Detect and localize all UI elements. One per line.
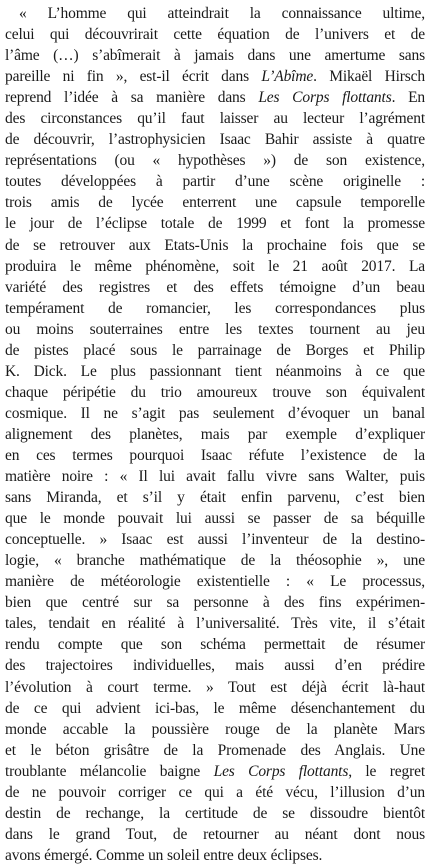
text-fragment: pareille ni fin », est-il écrit dans — [5, 68, 262, 86]
text-line: tales, tendait en réalité à l’universalité. Très vite, il s’était — [5, 615, 425, 633]
text-line: de pistes placé sous le parrainage de Borges et Philip — [5, 341, 425, 359]
text-line — [5, 87, 425, 108]
text-line: conceptuelle. » Isaac est aussi l’inventeur de la destino- — [5, 531, 425, 549]
text-fragment: troublante mélancolie baigne — [5, 762, 214, 780]
text-line: le jour de l’éclipse totale de 1999 et font la promesse — [5, 215, 425, 233]
text-line: cosmique. Il ne s’agit pas seulement d’évoquer un banal — [5, 404, 425, 422]
text-fragment: reprend l’idée à sa manière dans — [5, 89, 259, 107]
text-line: dans le grand Tout, de retourner au néant dont nous — [5, 825, 425, 843]
text-line: K. Dick. Le plus passionnant tient néanmoins à ce que — [5, 362, 425, 380]
text-line: de découvrir, l’astrophysicien Isaac Bahir assiste à quatre — [5, 131, 425, 149]
text-line: des circonstances qu’il faut laisser au lecteur l’agrément — [5, 110, 425, 128]
text-line: rendu compte que son schéma permettait de résumer — [5, 636, 425, 654]
text-line: « L’homme qui atteindrait la connaissance ultime, — [19, 5, 425, 22]
text-line: toutes développées à partir d’une scène originelle : — [5, 173, 425, 191]
text-line: manière de météorologie existentielle : « Le processus, — [5, 573, 425, 591]
text-line: chaque péripétie du trio amoureux trouve son équivalent — [5, 383, 425, 401]
text-line: matière noire : « Il lui avait fallu vivre sans Walter, puis — [5, 468, 425, 486]
text-line: ou moins souterraines entre les textes tournent au jeu — [5, 320, 425, 338]
article-column — [5, 3, 425, 864]
text-line: l’évolution à court terme. » Tout est déjà écrit là-haut — [5, 678, 425, 696]
text-line: logie, « branche mathématique de la théosophie », une — [5, 552, 425, 570]
text-line: de se retrouver aux Etats-Unis la prochaine fois que se — [5, 236, 425, 254]
text-line: bien que centré sur sa personne à des fins expérimen- — [5, 594, 425, 612]
book-title: L’Abîme — [261, 68, 314, 86]
text-line: produira le même phénomène, soit le 21 août 2017. La — [5, 257, 425, 275]
text-line: sans Miranda, et s’il y était enfin parvenu, c’est bien — [5, 489, 425, 507]
text-line: l’âme (…) s’abîmerait à jamais dans une amertume sans — [5, 47, 425, 65]
text-line: représentations (ou « hypothèses ») de son existence, — [5, 152, 425, 170]
text-line: monde accable la poussière rouge de la planète Mars — [5, 720, 425, 738]
text-line: de ne pouvoir corriger ce qui a été vécu, l’illusion d’un — [5, 783, 425, 801]
text-line: que le monde pouvait lui aussi se passer de sa béquille — [5, 510, 425, 528]
text-line — [5, 66, 425, 87]
text-line: avons émergé. Comme un soleil entre deux éclipses. — [5, 846, 323, 864]
book-title: Les Corps flottants — [213, 762, 349, 780]
text-line: et le béton grisâtre de la Promenade des Anglais. Une — [5, 741, 425, 759]
text-fragment: , le regret — [348, 762, 425, 780]
text-line: destin de rechange, la certitude de se dissoudre bientôt — [5, 804, 425, 822]
text-line: en ces termes pourquoi Isaac réfute l’existence de la — [5, 446, 425, 464]
text-line: alignement des planètes, mais par exemple d’expliquer — [5, 425, 425, 443]
text-line: trois amis de lycée enterrent une capsule temporelle — [5, 194, 425, 212]
text-fragment: . En — [391, 89, 425, 107]
text-line — [5, 761, 425, 782]
text-line: de ce qui advient ici-bas, le même désenchantement du — [5, 699, 425, 717]
book-title: Les Corps flottants — [258, 89, 392, 107]
text-fragment: . Mikaël Hirsch — [313, 68, 425, 86]
text-line: tempérament de romancier, les correspondances plus — [5, 299, 425, 317]
text-line: des trajectoires individuelles, mais aussi d’en prédire — [5, 657, 425, 675]
text-line: celui qui découvrirait cette équation de l’univers et de — [5, 26, 425, 44]
text-line: variété des registres et des effets témoigne d’un beau — [5, 278, 425, 296]
